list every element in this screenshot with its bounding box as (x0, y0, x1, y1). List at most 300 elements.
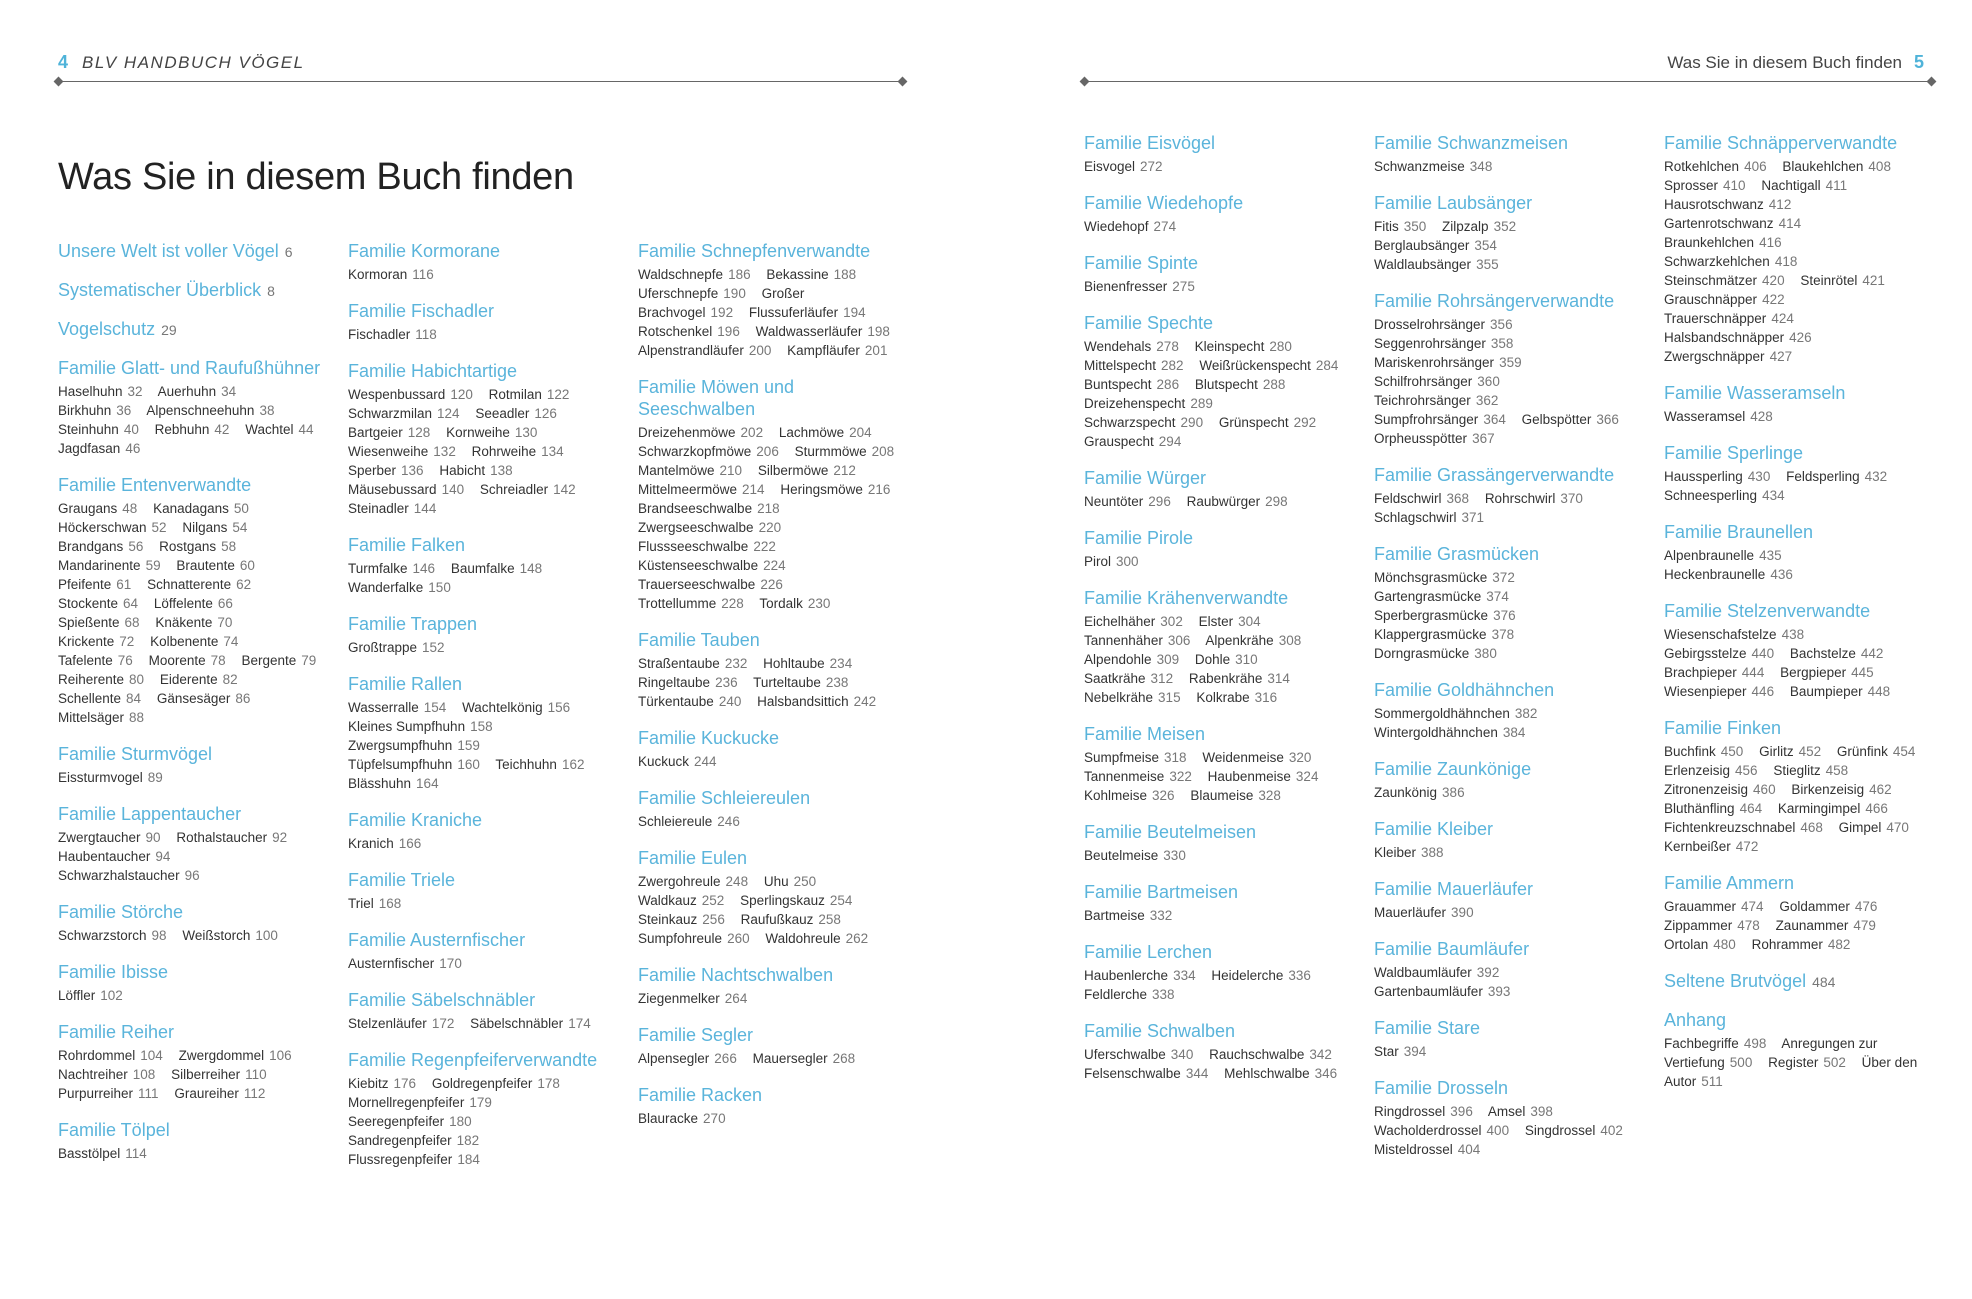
section-heading[interactable] (348, 300, 620, 322)
toc-entry[interactable] (1084, 339, 1179, 354)
toc-entry[interactable] (749, 305, 866, 320)
toc-entry[interactable] (638, 286, 746, 301)
toc-entry[interactable] (1084, 690, 1181, 705)
section-heading[interactable] (348, 1049, 620, 1071)
section-heading[interactable] (58, 1021, 330, 1043)
toc-entry[interactable] (1084, 848, 1186, 863)
toc-entry[interactable] (1800, 273, 1885, 288)
toc-entry[interactable] (1202, 750, 1311, 765)
toc-entry[interactable] (1374, 257, 1499, 272)
toc-entry[interactable] (182, 520, 247, 535)
section-heading[interactable] (1084, 467, 1356, 489)
toc-entry[interactable] (146, 403, 274, 418)
toc-entry[interactable] (1664, 349, 1792, 364)
toc-entry[interactable] (348, 738, 480, 753)
toc-entry[interactable] (432, 1076, 560, 1091)
toc-entry[interactable] (1374, 219, 1426, 234)
section-heading[interactable] (1664, 600, 1936, 622)
toc-entry[interactable] (176, 558, 255, 573)
toc-entry[interactable] (1664, 763, 1758, 778)
toc-entry[interactable] (1664, 646, 1774, 661)
section-heading[interactable] (1374, 464, 1646, 486)
toc-entry[interactable] (1664, 330, 1812, 345)
toc-entry[interactable] (348, 1152, 480, 1167)
toc-entry[interactable] (174, 1086, 265, 1101)
toc-entry[interactable] (1084, 652, 1179, 667)
toc-entry[interactable] (348, 836, 421, 851)
toc-entry[interactable] (58, 672, 144, 687)
toc-entry[interactable] (1374, 238, 1497, 253)
toc-entry[interactable] (1195, 652, 1258, 667)
toc-entry[interactable] (1664, 273, 1785, 288)
toc-entry[interactable] (348, 757, 480, 772)
toc-entry[interactable] (638, 675, 738, 690)
toc-entry[interactable] (1084, 769, 1192, 784)
section-heading[interactable] (1374, 679, 1646, 701)
toc-entry[interactable] (1374, 589, 1509, 604)
toc-entry[interactable] (179, 1048, 292, 1063)
toc-entry[interactable] (1374, 570, 1515, 585)
toc-entry[interactable] (759, 596, 830, 611)
toc-entry[interactable] (1374, 905, 1474, 920)
section-heading[interactable] (1084, 941, 1356, 963)
toc-entry[interactable] (638, 874, 748, 889)
toc-entry[interactable] (472, 444, 564, 459)
toc-entry[interactable] (638, 463, 742, 478)
toc-entry[interactable] (638, 991, 747, 1006)
toc-entry[interactable] (1374, 1142, 1480, 1157)
section-heading[interactable] (58, 279, 330, 302)
toc-entry[interactable] (1778, 801, 1888, 816)
section-heading[interactable] (638, 1024, 910, 1046)
toc-entry[interactable] (1768, 1055, 1846, 1070)
toc-entry[interactable] (489, 387, 570, 402)
section-heading[interactable] (638, 376, 910, 420)
toc-entry[interactable] (1374, 965, 1499, 980)
toc-entry[interactable] (348, 501, 436, 516)
toc-entry[interactable] (1374, 608, 1516, 623)
section-heading[interactable] (1664, 521, 1936, 543)
toc-entry[interactable] (58, 634, 134, 649)
toc-entry[interactable] (1664, 488, 1785, 503)
section-heading[interactable] (348, 929, 620, 951)
section-heading[interactable] (58, 901, 330, 923)
toc-entry[interactable] (1664, 918, 1760, 933)
toc-entry[interactable] (1664, 548, 1782, 563)
section-heading[interactable] (1664, 717, 1936, 739)
toc-entry[interactable] (764, 874, 816, 889)
toc-entry[interactable] (1664, 178, 1746, 193)
toc-entry[interactable] (1084, 788, 1175, 803)
toc-entry[interactable] (58, 868, 200, 883)
section-heading[interactable] (1664, 1009, 1936, 1031)
section-heading[interactable] (348, 869, 620, 891)
toc-entry[interactable] (58, 403, 131, 418)
toc-entry[interactable] (58, 441, 140, 456)
toc-entry[interactable] (348, 1114, 472, 1129)
toc-entry[interactable] (1759, 744, 1821, 759)
section-heading[interactable] (1084, 821, 1356, 843)
section-heading[interactable] (1084, 252, 1356, 274)
toc-entry[interactable] (176, 830, 287, 845)
section-heading[interactable] (1374, 543, 1646, 565)
toc-entry[interactable] (638, 577, 783, 592)
toc-entry[interactable] (160, 672, 238, 687)
toc-entry[interactable] (787, 343, 887, 358)
toc-entry[interactable] (1211, 968, 1311, 983)
toc-entry[interactable] (1374, 491, 1469, 506)
toc-entry[interactable] (348, 580, 451, 595)
section-heading[interactable] (638, 787, 910, 809)
section-heading[interactable] (58, 803, 330, 825)
toc-entry[interactable] (1196, 690, 1277, 705)
toc-entry[interactable] (58, 1086, 159, 1101)
toc-entry[interactable] (348, 896, 401, 911)
toc-entry[interactable] (1779, 899, 1877, 914)
toc-entry[interactable] (1084, 1047, 1193, 1062)
toc-entry[interactable] (1224, 1066, 1337, 1081)
toc-entry[interactable] (58, 615, 140, 630)
toc-entry[interactable] (153, 501, 249, 516)
toc-entry[interactable] (1195, 377, 1286, 392)
section-heading[interactable] (638, 629, 910, 651)
toc-entry[interactable] (154, 596, 233, 611)
toc-entry[interactable] (58, 1048, 163, 1063)
toc-entry[interactable] (1488, 1104, 1553, 1119)
toc-entry[interactable] (1664, 311, 1794, 326)
section-heading[interactable] (58, 1119, 330, 1141)
toc-entry[interactable] (1084, 633, 1190, 648)
toc-entry[interactable] (1374, 317, 1513, 332)
section-heading[interactable] (58, 357, 330, 379)
toc-entry[interactable] (1664, 744, 1743, 759)
toc-entry[interactable] (1205, 633, 1301, 648)
toc-entry[interactable] (1374, 785, 1465, 800)
toc-entry[interactable] (1664, 665, 1764, 680)
section-heading[interactable] (348, 360, 620, 382)
toc-entry[interactable] (58, 577, 131, 592)
toc-entry[interactable] (1374, 646, 1497, 661)
toc-entry[interactable] (149, 653, 226, 668)
toc-entry[interactable] (1084, 987, 1175, 1002)
toc-entry[interactable] (58, 653, 133, 668)
toc-entry[interactable] (1374, 374, 1500, 389)
section-heading[interactable] (58, 743, 330, 765)
toc-entry[interactable] (1084, 614, 1183, 629)
toc-entry[interactable] (1791, 782, 1891, 797)
section-heading[interactable] (1664, 970, 1936, 993)
toc-entry[interactable] (1664, 292, 1785, 307)
toc-entry[interactable] (1199, 614, 1261, 629)
toc-entry[interactable] (1525, 1123, 1623, 1138)
toc-entry[interactable] (1084, 750, 1187, 765)
section-heading[interactable] (638, 847, 910, 869)
section-heading[interactable] (638, 727, 910, 749)
toc-entry[interactable] (1374, 510, 1484, 525)
toc-entry[interactable] (1664, 839, 1758, 854)
toc-entry[interactable] (1189, 671, 1290, 686)
section-heading[interactable] (1374, 878, 1646, 900)
toc-entry[interactable] (766, 267, 856, 282)
toc-entry[interactable] (58, 501, 137, 516)
toc-entry[interactable] (159, 539, 236, 554)
toc-entry[interactable] (638, 656, 747, 671)
toc-entry[interactable] (1195, 339, 1292, 354)
toc-entry[interactable] (1790, 684, 1890, 699)
toc-entry[interactable] (1664, 216, 1801, 231)
toc-entry[interactable] (638, 425, 763, 440)
toc-entry[interactable] (1208, 769, 1319, 784)
toc-entry[interactable] (1084, 1066, 1208, 1081)
toc-entry[interactable] (58, 849, 170, 864)
toc-entry[interactable] (1664, 899, 1764, 914)
toc-entry[interactable] (1084, 434, 1181, 449)
toc-entry[interactable] (58, 928, 167, 943)
toc-entry[interactable] (1782, 159, 1891, 174)
toc-entry[interactable] (1752, 937, 1851, 952)
toc-entry[interactable] (58, 422, 139, 437)
toc-entry[interactable] (158, 384, 237, 399)
toc-entry[interactable] (1374, 725, 1525, 740)
toc-entry[interactable] (348, 482, 464, 497)
section-heading[interactable] (348, 673, 620, 695)
toc-entry[interactable] (348, 1095, 492, 1110)
toc-entry[interactable] (638, 893, 724, 908)
section-heading[interactable] (58, 961, 330, 983)
section-heading[interactable] (638, 964, 910, 986)
toc-entry[interactable] (638, 324, 740, 339)
toc-entry[interactable] (1374, 1044, 1426, 1059)
toc-entry[interactable] (1084, 279, 1195, 294)
section-heading[interactable] (1374, 818, 1646, 840)
toc-entry[interactable] (1209, 1047, 1332, 1062)
section-heading[interactable] (348, 613, 620, 635)
toc-entry[interactable] (147, 577, 251, 592)
toc-entry[interactable] (1664, 567, 1793, 582)
toc-entry[interactable] (638, 1051, 737, 1066)
toc-entry[interactable] (756, 324, 890, 339)
section-heading[interactable] (1664, 442, 1936, 464)
toc-entry[interactable] (638, 558, 786, 573)
toc-entry[interactable] (779, 425, 872, 440)
toc-entry[interactable] (1837, 744, 1916, 759)
toc-entry[interactable] (638, 444, 779, 459)
section-heading[interactable] (1374, 758, 1646, 780)
toc-entry[interactable] (58, 384, 143, 399)
toc-entry[interactable] (155, 615, 232, 630)
toc-entry[interactable] (470, 1016, 591, 1031)
toc-entry[interactable] (1374, 159, 1492, 174)
section-heading[interactable] (1664, 132, 1936, 154)
toc-entry[interactable] (348, 463, 424, 478)
toc-entry[interactable] (1664, 469, 1770, 484)
toc-entry[interactable] (58, 520, 167, 535)
toc-entry[interactable] (1190, 788, 1281, 803)
toc-entry[interactable] (1374, 431, 1495, 446)
toc-entry[interactable] (1084, 377, 1179, 392)
toc-entry[interactable] (155, 422, 230, 437)
toc-entry[interactable] (638, 539, 776, 554)
toc-entry[interactable] (58, 1067, 155, 1082)
toc-entry[interactable] (58, 539, 143, 554)
toc-entry[interactable] (638, 596, 744, 611)
section-heading[interactable] (1084, 723, 1356, 745)
toc-entry[interactable] (1187, 494, 1288, 509)
section-heading[interactable] (348, 240, 620, 262)
toc-entry[interactable] (58, 988, 123, 1003)
toc-entry[interactable] (795, 444, 895, 459)
section-heading[interactable] (638, 1084, 910, 1106)
toc-entry[interactable] (1664, 820, 1823, 835)
toc-entry[interactable] (1664, 684, 1774, 699)
toc-entry[interactable] (765, 931, 868, 946)
toc-entry[interactable] (1664, 627, 1804, 642)
toc-entry[interactable] (1485, 491, 1583, 506)
toc-entry[interactable] (638, 482, 765, 497)
toc-entry[interactable] (348, 267, 434, 282)
toc-entry[interactable] (1442, 219, 1516, 234)
toc-entry[interactable] (1522, 412, 1619, 427)
toc-entry[interactable] (1773, 763, 1848, 778)
toc-entry[interactable] (348, 640, 445, 655)
toc-entry[interactable] (451, 561, 542, 576)
toc-entry[interactable] (182, 928, 278, 943)
toc-entry[interactable] (58, 710, 144, 725)
section-heading[interactable] (348, 809, 620, 831)
section-heading[interactable] (348, 534, 620, 556)
toc-entry[interactable] (245, 422, 313, 437)
toc-entry[interactable] (638, 814, 740, 829)
toc-entry[interactable] (1084, 396, 1213, 411)
toc-entry[interactable] (741, 912, 841, 927)
section-heading[interactable] (1664, 872, 1936, 894)
section-heading[interactable] (1374, 1017, 1646, 1039)
section-heading[interactable] (58, 318, 330, 341)
toc-entry[interactable] (780, 482, 890, 497)
toc-entry[interactable] (1084, 494, 1171, 509)
toc-entry[interactable] (157, 691, 251, 706)
toc-entry[interactable] (638, 1111, 726, 1126)
toc-entry[interactable] (58, 830, 161, 845)
toc-entry[interactable] (1374, 1123, 1509, 1138)
toc-entry[interactable] (1664, 801, 1762, 816)
toc-entry[interactable] (241, 653, 316, 668)
toc-entry[interactable] (1761, 178, 1847, 193)
toc-entry[interactable] (1374, 1104, 1473, 1119)
section-heading[interactable] (1374, 1077, 1646, 1099)
toc-entry[interactable] (1664, 782, 1776, 797)
section-heading[interactable] (1374, 132, 1646, 154)
toc-entry[interactable] (348, 327, 437, 342)
toc-entry[interactable] (1084, 671, 1173, 686)
toc-entry[interactable] (58, 596, 138, 611)
section-heading[interactable] (1374, 290, 1646, 312)
toc-entry[interactable] (58, 691, 141, 706)
toc-entry[interactable] (1084, 159, 1163, 174)
toc-entry[interactable] (753, 675, 848, 690)
section-heading[interactable] (1664, 382, 1936, 404)
toc-entry[interactable] (480, 482, 576, 497)
toc-entry[interactable] (638, 520, 781, 535)
toc-entry[interactable] (1374, 393, 1498, 408)
toc-entry[interactable] (171, 1067, 267, 1082)
toc-entry[interactable] (1790, 646, 1884, 661)
toc-entry[interactable] (348, 776, 439, 791)
toc-entry[interactable] (150, 634, 238, 649)
toc-entry[interactable] (58, 558, 161, 573)
toc-entry[interactable] (348, 956, 462, 971)
section-heading[interactable] (638, 240, 910, 262)
toc-entry[interactable] (1084, 908, 1172, 923)
toc-entry[interactable] (1374, 355, 1522, 370)
section-heading[interactable] (1084, 192, 1356, 214)
toc-entry[interactable] (1664, 254, 1797, 269)
toc-entry[interactable] (1780, 665, 1874, 680)
toc-entry[interactable] (1374, 336, 1513, 351)
section-heading[interactable] (58, 240, 330, 263)
toc-entry[interactable] (763, 656, 852, 671)
toc-entry[interactable] (1664, 1036, 1766, 1051)
toc-entry[interactable] (1374, 412, 1506, 427)
toc-entry[interactable] (348, 387, 473, 402)
toc-entry[interactable] (495, 757, 584, 772)
toc-entry[interactable] (638, 694, 741, 709)
toc-entry[interactable] (1084, 968, 1196, 983)
section-heading[interactable] (1374, 938, 1646, 960)
toc-entry[interactable] (348, 700, 446, 715)
toc-entry[interactable] (1664, 197, 1791, 212)
toc-entry[interactable] (58, 1146, 147, 1161)
toc-entry[interactable] (638, 754, 717, 769)
toc-entry[interactable] (348, 406, 460, 421)
section-heading[interactable] (1084, 527, 1356, 549)
section-heading[interactable] (1084, 1020, 1356, 1042)
toc-entry[interactable] (439, 463, 512, 478)
toc-entry[interactable] (348, 425, 430, 440)
toc-entry[interactable] (1084, 415, 1203, 430)
toc-entry[interactable] (1839, 820, 1909, 835)
toc-entry[interactable] (446, 425, 537, 440)
toc-entry[interactable] (348, 444, 456, 459)
section-heading[interactable] (1084, 132, 1356, 154)
toc-entry[interactable] (348, 561, 435, 576)
section-heading[interactable] (1084, 881, 1356, 903)
toc-entry[interactable] (1786, 469, 1887, 484)
toc-entry[interactable] (1374, 984, 1510, 999)
toc-entry[interactable] (348, 719, 493, 734)
toc-entry[interactable] (1776, 918, 1876, 933)
toc-entry[interactable] (638, 931, 750, 946)
toc-entry[interactable] (1219, 415, 1316, 430)
section-heading[interactable] (1084, 312, 1356, 334)
toc-entry[interactable] (757, 694, 876, 709)
toc-entry[interactable] (462, 700, 570, 715)
toc-entry[interactable] (638, 267, 751, 282)
toc-entry[interactable] (348, 1076, 416, 1091)
toc-entry[interactable] (758, 463, 856, 478)
toc-entry[interactable] (740, 893, 852, 908)
toc-entry[interactable] (1084, 554, 1139, 569)
section-heading[interactable] (58, 474, 330, 496)
toc-entry[interactable] (638, 912, 725, 927)
toc-entry[interactable] (1084, 219, 1176, 234)
toc-entry[interactable] (1199, 358, 1338, 373)
section-heading[interactable] (348, 989, 620, 1011)
toc-entry[interactable] (1374, 627, 1514, 642)
toc-entry[interactable] (1664, 159, 1767, 174)
toc-entry[interactable] (753, 1051, 856, 1066)
toc-entry[interactable] (348, 1133, 479, 1148)
